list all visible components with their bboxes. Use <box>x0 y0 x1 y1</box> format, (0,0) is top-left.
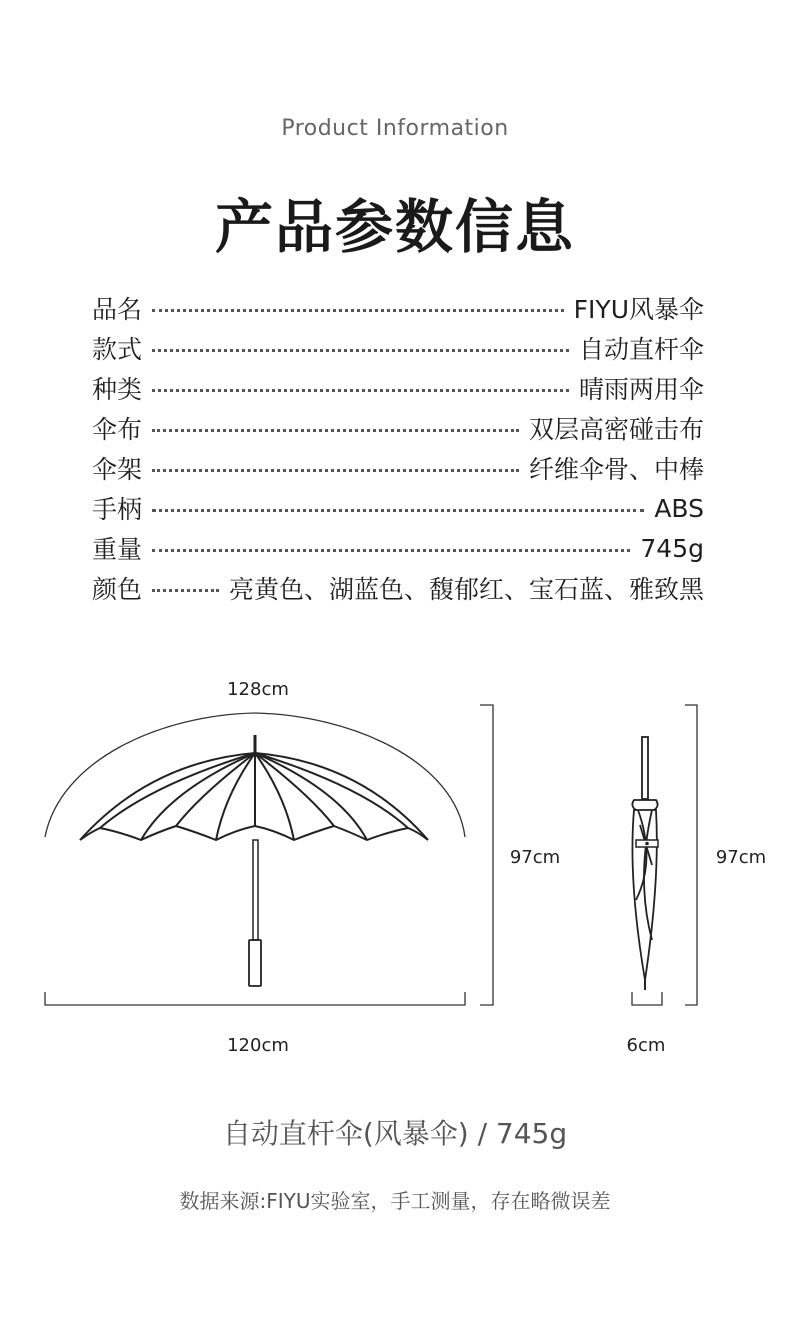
spec-row-fabric <box>92 408 704 448</box>
open-width-label: 120cm <box>227 1035 289 1056</box>
spec-value: 纤维伞骨、中棒 <box>528 455 704 484</box>
spec-value: 自动直杆伞 <box>578 335 704 364</box>
spec-value: 亮黄色、湖蓝色、馥郁红、宝石蓝、雅致黑 <box>228 575 704 604</box>
leader-dots <box>152 469 519 472</box>
umbrella-dimension-diagram <box>0 660 790 1080</box>
page-title: 产品参数信息 <box>214 193 575 261</box>
spec-value: 双层高密碰击布 <box>528 415 704 444</box>
leader-dots <box>152 429 519 432</box>
open-height-bracket <box>480 705 493 1005</box>
spec-row-type <box>92 368 704 408</box>
data-source-note: 数据来源:FIYU实验室，手工测量，存在略微误差 <box>179 1189 611 1213</box>
width-bracket <box>45 992 465 1005</box>
leader-dots <box>152 549 630 552</box>
spec-value: ABS <box>654 493 704 523</box>
leader-dots <box>152 389 569 392</box>
spec-label: 颜色 <box>92 575 143 604</box>
leader-dots <box>152 589 219 592</box>
spec-label: 伞架 <box>92 455 143 484</box>
spec-value: 745g <box>640 533 704 563</box>
spec-row-style <box>92 328 704 368</box>
closed-umbrella-icon <box>632 737 658 990</box>
spec-label: 种类 <box>92 375 143 404</box>
spec-label: 重量 <box>92 535 143 564</box>
spec-value: FIYU风暴伞 <box>573 295 704 324</box>
spec-value: 晴雨两用伞 <box>578 375 704 404</box>
spec-row-color <box>92 568 704 608</box>
spec-label: 品名 <box>92 295 143 324</box>
open-umbrella-icon <box>80 735 428 986</box>
spec-row-name <box>92 288 704 328</box>
arc-length-label: 128cm <box>227 679 289 700</box>
spec-row-frame <box>92 448 704 488</box>
open-height-label: 97cm <box>509 847 561 868</box>
closed-height-label: 97cm <box>715 847 767 868</box>
spec-label: 手柄 <box>92 495 143 524</box>
spec-row-weight <box>92 528 704 568</box>
closed-width-bracket <box>632 992 662 1005</box>
leader-dots <box>152 309 564 312</box>
spec-label: 伞布 <box>92 415 143 444</box>
page-subtitle: Product Information <box>281 116 509 141</box>
spec-row-handle <box>92 488 704 528</box>
spec-label: 款式 <box>92 335 143 364</box>
leader-dots <box>152 349 569 352</box>
product-summary: 自动直杆伞(风暴伞) / 745g <box>222 1117 568 1150</box>
spec-list <box>92 288 704 608</box>
closed-height-bracket <box>685 705 697 1005</box>
leader-dots <box>152 509 644 512</box>
closed-diameter-label: 6cm <box>626 1035 666 1056</box>
